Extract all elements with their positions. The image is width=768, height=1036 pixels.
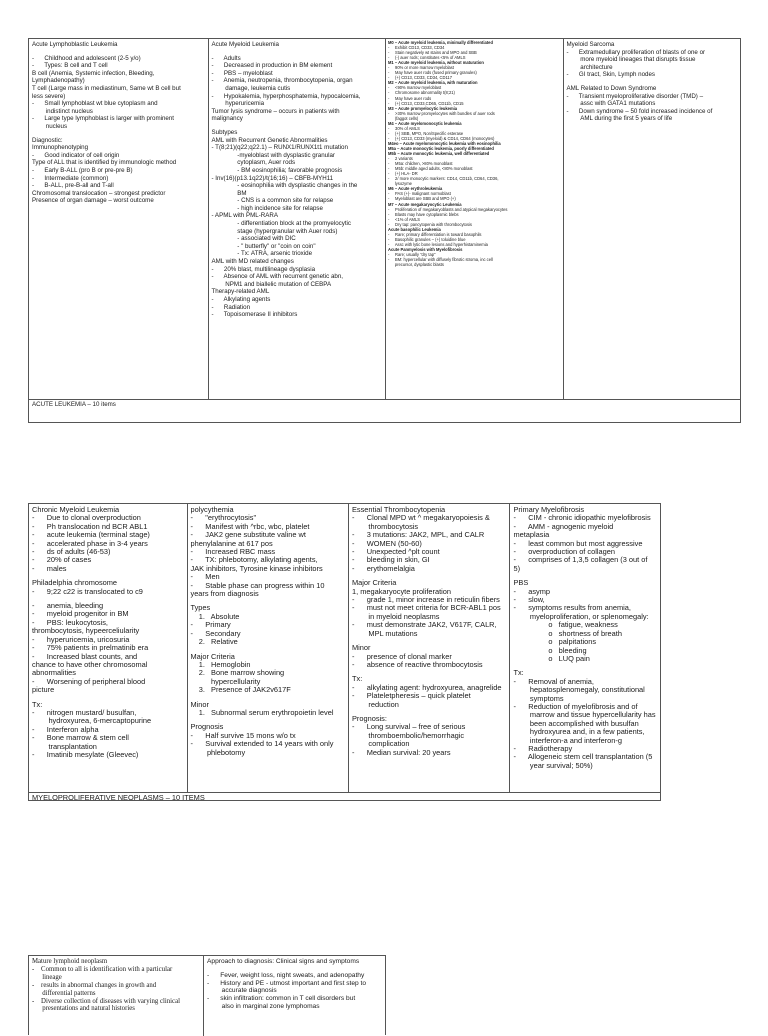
text-line: - Assc with lytic bone lesions and hyperhistaminemia: [388, 241, 488, 247]
text-line: - Tx: ATRA, arsenic trioxide: [211, 250, 313, 258]
column-heading: Acute Myeloid Leukemia: [211, 41, 279, 48]
text-line: - May have auer rods (fused primary granules): [388, 70, 477, 76]
text-line: transplantation: [32, 741, 97, 751]
text-line: hepatosplenomegaly, constitutional: [513, 685, 645, 695]
text-line: - Common to all is identification with a particular: [32, 965, 173, 973]
text-line: - Small lymphoblast wt blue cytoplasm and: [32, 100, 158, 108]
text-line: - Increased RBC mass: [190, 547, 276, 557]
text-line: - presence of clonal marker: [351, 651, 452, 661]
subtype-heading: M6 – Acute erythroleukemia: [388, 186, 443, 192]
text-line: hydroxyurea, 6-mercaptopurine: [32, 716, 152, 726]
text-line: - <90% marrow myeloblast: [388, 85, 442, 91]
text-line: architecture: [566, 63, 613, 71]
text-line: thrombocytosis: [351, 521, 419, 531]
text-line: - Primary: [190, 620, 231, 630]
text-line: - 3 mutations: JAK2, MPL, and CALR: [351, 530, 485, 540]
text-line: - Rare; usually "dry tap": [388, 251, 436, 257]
column-heading: Essential Thrombocytopenia: [351, 505, 446, 514]
text-line: AML Related to Down Syndrome: [566, 84, 657, 92]
text-line: less severe): [32, 92, 66, 100]
text-line: Lymphadenopathy): [32, 77, 85, 85]
mature-lymphoid-column: [29, 956, 204, 1036]
text-line: Tx:: [32, 699, 43, 709]
text-line: - nitrogen mustard/ busulfan,: [32, 707, 137, 717]
text-line: - Proliferation of megakaryoblasts and atypical megakaryocytes: [388, 206, 508, 212]
text-line: - asymp: [513, 586, 551, 596]
text-line: - AMM - agnogenic myeloid: [513, 521, 614, 531]
column-heading: Mature lymphoid neoplasm: [32, 958, 108, 965]
subtype-heading: M5b – Acute monocytic leukemia, well differentiated: [388, 151, 490, 157]
text-line: - Down syndrome – 50 fold increased incidence of: [566, 107, 713, 115]
text-line: - Large type lymphoblast is larger with prominent: [32, 115, 175, 123]
text-line: - Diverse collection of diseases with varying clinical: [32, 997, 180, 1005]
text-line: 1, megakaryocyte proliferation: [351, 586, 451, 596]
text-line: Major Criteria: [351, 578, 397, 588]
text-line: B cell (Anemia, Systemic infection, Bleeding,: [32, 69, 155, 77]
text-line: - comprises of 1,3,5 collagen (3 out of: [513, 555, 648, 565]
text-line: - <1% of AMLS: [388, 216, 420, 222]
column-heading: Primary Myelofibrosis: [513, 505, 585, 514]
text-line: - 2/ more monocytic markers: CD14, CD11b, CD64, CD36,: [388, 176, 499, 182]
text-line: - (+) SBB, MPO, Non/Specific esterase: [388, 130, 464, 136]
text-line: - Fever, weight loss, night sweats, and adenopathy: [207, 971, 365, 979]
text-line: - >30% marrow promyelocytes with bundles of auer rods: [388, 110, 495, 116]
text-line: abnormalities: [32, 668, 76, 678]
polycythemia-column: [188, 504, 349, 792]
text-line: - myeloid progenitor in BM: [32, 609, 129, 619]
text-line: assc with GATA1 mutations: [566, 100, 656, 108]
text-line: - BM eosinophilia; favorable prognosis: [211, 166, 343, 174]
text-line: - Men: [190, 572, 220, 582]
text-line: - Plateletpheresis – quick platelet: [351, 691, 471, 701]
text-line: - Early B-ALL (pro B or pre-pre B): [32, 166, 133, 174]
text-line: cytoplasm, Auer rods: [211, 159, 296, 167]
text-line: - Exhibit CD13, CD33, CD34: [388, 45, 445, 51]
text-line: accurate diagnosis: [207, 987, 277, 995]
aml-column: [209, 39, 387, 399]
text-line: Type of ALL that is identified by immunologic method: [32, 159, 177, 167]
text-line: AML during the first 5 years of life: [566, 115, 673, 123]
text-line: 3. Presence of JAK2v617F: [190, 685, 291, 695]
text-line: - Increased blast counts, and: [32, 651, 138, 661]
diagnosis-approach-column: [204, 956, 385, 1036]
text-line: - Survival extended to 14 years with only: [190, 739, 334, 749]
text-line: reduction: [351, 699, 399, 709]
text-line: - Interferon alpha: [32, 724, 99, 734]
text-line: - M5b: middle aged adults, <80% monoblast: [388, 166, 473, 172]
text-line: NPM1 and biallelic mutation of CEBPA: [211, 280, 332, 288]
text-line: - May have auer rods: [388, 95, 432, 101]
text-line: - (+) CD13, CD33 (myeloid) & CD14, CD64 (monocytes): [388, 135, 495, 141]
text-line: Chromosomal translocation – strongest predictor: [32, 189, 166, 197]
text-line: o fatigue, weakness: [513, 620, 618, 630]
myeloid-sarcoma-column: [564, 39, 741, 399]
text-line: - Childhood and adolescent (2-5 y/o): [32, 54, 141, 62]
text-line: o LUQ pain: [513, 653, 590, 663]
text-line: - Myeloblast are SBB and MPO (+): [388, 196, 456, 202]
subtype-heading: M3 – Acute promyelocytic leukemia: [388, 105, 458, 111]
text-line: differential patterns: [32, 989, 96, 997]
text-line: - Removal of anemia,: [513, 676, 594, 686]
text-line: - must demonstrate JAK2, V617F, CALR,: [351, 620, 497, 630]
text-line: - Ph translocation nd BCR ABL1: [32, 521, 148, 531]
cml-column: [29, 504, 188, 792]
text-line: - slow,: [513, 595, 545, 605]
column-heading: Acute Lymphoblastic Leukemia: [32, 41, 118, 48]
text-line: - B-ALL, pre-B-all and T-all: [32, 182, 114, 190]
text-line: AML with MD related changes: [211, 258, 294, 266]
text-line: - Good indicator of cell origin: [32, 151, 120, 159]
text-line: - Radiation: [211, 303, 251, 311]
column-heading: Approach to diagnosis: Clinical signs and symptoms: [207, 958, 360, 965]
text-line: hydroxyurea and, in a few patients,: [513, 727, 645, 737]
text-line: Therapy-related AML: [211, 288, 270, 296]
text-line: - Blasts may have cytoplasmic blebs: [388, 211, 459, 217]
text-line: T cell (Large mass in mediastinum, Same wt B cell but: [32, 84, 181, 92]
text-line: Prognosis: [190, 722, 224, 732]
text-line: - 9;22 c22 is translocated to c9: [32, 586, 143, 596]
text-line: - Imatinib mesylate (Gleevec): [32, 749, 139, 759]
text-line: - must not meet criteria for BCR-ABL1 pos: [351, 603, 501, 613]
text-line: thrombocytosis, hypeerceliularity: [32, 626, 140, 636]
text-line: JAK inhibitors, Tyrosine kinase inhibitors: [190, 563, 323, 573]
text-line: - grade 1, minor increase in reticulin fibers: [351, 595, 500, 605]
text-line: o bleeding: [513, 645, 587, 655]
text-line: - Basophilic granules – (+) toluidine blue: [388, 236, 466, 242]
text-line: - "erythrocytosis": [190, 513, 257, 523]
text-line: - 20% blast, multilineage dysplasia: [211, 265, 316, 273]
myeloproliferative-table: [28, 503, 661, 801]
subtype-heading: M0 – Acute myeloid leukemia, minimally differentiated: [388, 40, 493, 45]
text-line: Prognosis:: [351, 713, 387, 723]
text-line: (faggot cells): [388, 115, 419, 121]
text-line: - M5a: children, >80% monoblast: [388, 161, 453, 167]
subtype-heading: Acute Panmyelosis with Myelofibrosis: [388, 246, 463, 252]
text-line: - Stain negatively wt stains and MPO and SBB: [388, 50, 477, 56]
text-line: Minor: [351, 643, 371, 653]
text-line: - Topoisomerase II inhibitors: [211, 311, 298, 319]
text-line: MPL mutations: [351, 628, 418, 638]
text-line: - associated with DIC: [211, 235, 296, 243]
text-line: - Inv(16)(p13.1q22)/t(16;16) – CBFB-MYH11: [211, 174, 334, 182]
text-line: - results in abnormal changes in growth and: [32, 981, 157, 989]
text-line: - eosinophilia with dysplastic changes in the: [211, 182, 358, 190]
text-line: - (-) auer rods; constitutes <5% of AMLS: [388, 55, 466, 61]
text-line: - Transient myeloproliferative disorder (TMD) –: [566, 92, 704, 100]
text-line: - least common but most aggressive: [513, 538, 643, 548]
text-line: complication: [351, 739, 410, 749]
text-line: - Alkylating agents: [211, 296, 271, 303]
subtype-heading: M4eo – Acute myelomonocytic leukemia with eosinophilia: [388, 140, 501, 146]
subtype-heading: M2 – Acute myeloid leukemia, with maturation: [388, 80, 478, 86]
text-line: - Decreased in production in BM element: [211, 62, 333, 70]
text-line: - Adults: [211, 54, 241, 62]
text-line: lysozyme: [388, 181, 412, 187]
text-line: - PBS: leukocytosis,: [32, 617, 108, 627]
text-line: - Worsening of peripheral blood: [32, 676, 146, 686]
text-line: - Long survival – free of serious: [351, 722, 466, 732]
text-line: - Bone marrow & stem cell: [32, 733, 129, 743]
text-line: - anemia, bleeding: [32, 601, 104, 611]
text-line: - JAK2 gene substitute valine wt: [190, 530, 306, 540]
text-line: nucleus: [32, 122, 68, 130]
text-line: - symptoms results from anemia,: [513, 603, 631, 613]
text-line: stage (hypergranular with Auer rods): [211, 227, 338, 235]
text-line: - bleeding in skin, GI: [351, 555, 430, 565]
text-line: years from diagnosis: [190, 589, 259, 599]
text-line: - Anemia, neutropenia, thrombocytopenia, organ: [211, 77, 353, 85]
text-line: - 2 variants: [388, 156, 413, 162]
text-line: - Chromosome abnormality t(8;21): [388, 90, 455, 96]
text-line: Subtypes: [211, 128, 238, 136]
text-line: Immunophenotyping: [32, 144, 89, 152]
text-line: - WOMEN (50-60): [351, 538, 422, 548]
text-line: lineage: [32, 973, 62, 981]
text-line: o palpitations: [513, 637, 597, 647]
text-line: - males: [32, 563, 67, 573]
text-line: also in marginal zone lymphomas: [207, 1002, 320, 1010]
text-line: - PAS (+)- malignant normoblast: [388, 191, 451, 197]
text-line: PBS: [513, 578, 529, 588]
text-line: - Half survive 15 mons w/o tx: [190, 730, 296, 740]
text-line: Tumor lysis syndrome – occurs in patients with: [211, 107, 340, 115]
text-line: - Radiotherapy: [513, 743, 573, 753]
text-line: - CIM - chronic idiopathic myelofibrosis: [513, 513, 651, 523]
text-line: indistinct nucleus: [32, 107, 93, 115]
text-line: metaplasia: [513, 530, 550, 540]
text-line: - skin infiltration: common in T cell disorders but: [207, 995, 356, 1003]
text-line: - TX: phlebotomy, alkylating agents,: [190, 555, 318, 565]
text-line: -myeloblast with dysplastic granular: [211, 151, 335, 159]
table-footer: ACUTE LEUKEMIA – 10 items: [29, 399, 740, 423]
text-line: Tx:: [351, 674, 363, 684]
text-line: - absence of reactive thrombocytosis: [351, 659, 483, 669]
text-line: hypercellularity: [190, 676, 261, 686]
text-line: marrow and tissue hypercellularity has: [513, 710, 656, 720]
text-line: more myeloid lineages that disrupts tissue: [566, 56, 696, 64]
subtype-heading: M4 – Acute myelomonocytic leukemia: [388, 120, 462, 126]
text-line: - (+) CD13, CD33, CD34, CD117: [388, 75, 452, 81]
text-line: - overproduction of collagen: [513, 547, 615, 557]
acute-leukemia-table: [28, 38, 741, 423]
subtype-heading: Acute basophilic Leukemia: [388, 226, 441, 232]
text-line: 2. Relative: [190, 637, 238, 647]
text-line: Presence of organ damage – worst outcome: [32, 197, 154, 205]
column-heading: Chronic Myeloid Leukemia: [32, 505, 120, 514]
text-line: - Types: B cell and T cell: [32, 62, 108, 70]
text-line: 1. Subnormal serum erythropoietin level: [190, 707, 334, 717]
subtype-heading: M1 – Acute myeloid leukemia, without maturation: [388, 60, 484, 66]
text-line: - Allogeneic stem cell transplantation (5: [513, 752, 653, 762]
text-line: - accelerated phase in 3-4 years: [32, 538, 148, 548]
text-line: - Manifest with ^rbc, wbc, platelet: [190, 521, 310, 531]
text-line: - BM: hypercellular with diffusely fibrotic stroma, inc cell: [388, 257, 493, 263]
text-line: Philadelphia chromosome: [32, 578, 118, 588]
text-line: Tx:: [513, 668, 524, 678]
text-line: chance to have other chromosomal: [32, 659, 148, 669]
text-line: - Due to clonal overproduction: [32, 513, 141, 523]
text-line: - Hypokalemia, hyperphosphatemia, hypocalcemia,: [211, 92, 361, 100]
text-line: - T(8;21)(q22;q22.1) – RUNX1/RUNX1t1 mutation: [211, 144, 348, 152]
text-line: - Intermediate (common): [32, 174, 109, 182]
text-line: picture: [32, 685, 55, 695]
text-line: - alkylating agent: hydroxyurea, anagrelide: [351, 682, 502, 692]
text-line: - Clonal MPD wt ^ megakaryopoiesis &: [351, 513, 490, 523]
text-line: Minor: [190, 699, 209, 709]
text-line: - 90% or more marrow myeloblast: [388, 65, 454, 71]
text-line: been accomplished with busulfan: [513, 718, 639, 728]
text-line: year survival; 50%): [513, 760, 593, 770]
text-line: - " butterfly" or "coin on coin": [211, 242, 316, 250]
fab-classification-column: [386, 39, 564, 399]
text-line: myeloproliferation, or splenomegaly:: [513, 611, 649, 621]
text-line: - acute leukemia (terminal stage): [32, 530, 150, 540]
subtype-heading: M7 – Acute megakaryocytic Leukemia: [388, 201, 462, 207]
text-line: Major Criteria: [190, 651, 235, 661]
text-line: - PBS – myeloblast: [211, 69, 273, 77]
text-line: malignancy: [211, 115, 243, 123]
text-line: - Secondary: [190, 628, 241, 638]
text-line: - ds of adults (46-53): [32, 547, 111, 557]
text-line: - 30% of AMLS: [388, 125, 420, 131]
text-line: phenylalanine at 617 pos: [190, 538, 273, 548]
text-line: - hyperuricemia, uricosuria: [32, 634, 130, 644]
text-line: Types: [190, 603, 211, 613]
all-column: [29, 39, 209, 399]
text-line: - CNS is a common site for relapse: [211, 197, 334, 205]
text-line: o shortness of breath: [513, 628, 622, 638]
text-line: - Absence of AML with recurrent genetic abn,: [211, 273, 343, 281]
table-footer: MYELOPROLIFERATIVE NEOPLASMS – 10 ITEMS: [29, 792, 660, 802]
essential-thrombocytopenia-column: [349, 504, 510, 792]
text-line: damage, leukemia cutis: [211, 84, 291, 92]
text-line: - (+) HLA- DR: [388, 171, 418, 177]
text-line: - 75% patients in prelmatinib era: [32, 643, 149, 653]
mature-lymphoid-table: [28, 955, 386, 1035]
text-line: presentations and natural histories: [32, 1005, 135, 1013]
text-line: thromboembolic/hemorrhagic: [351, 730, 465, 740]
text-line: 1. Absolute: [190, 611, 240, 621]
subtype-heading: M5a – Acute monocytic leukemia, poorly differentiated: [388, 145, 494, 151]
text-line: precursor, dysplastic blasts: [388, 262, 444, 268]
text-line: symptoms: [513, 693, 564, 703]
text-line: - APML with PML-RARA: [211, 212, 278, 220]
text-line: - Stable phase can progress within 10: [190, 580, 325, 590]
text-line: in myeloid neoplasms: [351, 611, 440, 621]
text-line: - 20% of cases: [32, 555, 92, 565]
text-line: - Extramedullary proliferation of blasts of one or: [566, 48, 706, 56]
text-line: - differentiation block at the promyelocytic: [211, 220, 352, 228]
text-line: - GI tract, Skin, Lymph nodes: [566, 71, 655, 79]
text-line: interferon-a and interferon-g: [513, 735, 622, 745]
text-line: - History and PE - utmost important and first step to: [207, 979, 367, 987]
text-line: - Unexpected ^plt count: [351, 547, 440, 557]
text-line: phlebotomy: [190, 747, 246, 757]
text-line: 1. Hemoglobin: [190, 659, 251, 669]
column-heading: polycythemia: [190, 505, 234, 514]
text-line: - Reduction of myelofibrosis and of: [513, 701, 638, 711]
primary-myelofibrosis-column: [510, 504, 660, 792]
text-line: - Median survival: 20 years: [351, 747, 451, 757]
text-line: - Dry tap: pancytopenia with thrombocytosis: [388, 221, 472, 227]
text-line: hyperuricemia: [211, 100, 265, 108]
text-line: Diagnostic:: [32, 136, 63, 144]
text-line: 2. Bone marrow showing: [190, 668, 285, 678]
text-line: - erythomelalgia: [351, 563, 415, 573]
text-line: AML with Recurrent Genetic Abnormalities: [211, 136, 328, 144]
text-line: - high incidence site for relapse: [211, 204, 323, 212]
text-line: - (+) CD13, CD33,CD65, CD11b, CD15: [388, 100, 464, 106]
text-line: BM: [211, 189, 247, 197]
text-line: - Rare; primary differentiation is toward basophils: [388, 231, 482, 237]
column-heading: Myeloid Sarcoma: [566, 41, 615, 48]
text-line: 5): [513, 563, 521, 573]
